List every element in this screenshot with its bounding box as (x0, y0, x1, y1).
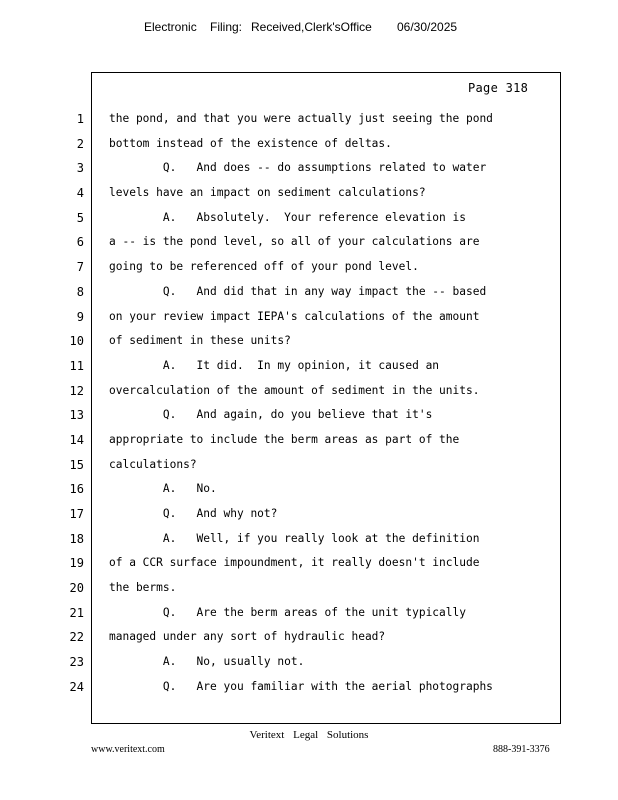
transcript-line: A. No. (109, 482, 217, 496)
transcript-line: Q. Are you familiar with the aerial photographs (109, 679, 493, 693)
footer-website: www.veritext.com (91, 744, 165, 755)
transcript-line: Q. And does -- do assumptions related to water (109, 161, 487, 175)
transcript-line: A. No, usually not. (109, 655, 305, 669)
transcript-line: A. It did. In my opinion, it caused an (109, 358, 440, 372)
line-number: 21 (69, 605, 84, 620)
line-number: 12 (69, 383, 84, 398)
filing-header-filing: Filing: (210, 20, 243, 34)
line-number: 23 (69, 655, 84, 670)
transcript-text (109, 110, 549, 703)
page-number: Page 318 (468, 81, 529, 95)
line-number: 24 (69, 679, 84, 694)
transcript-line: of sediment in these units? (109, 334, 291, 348)
transcript-line: managed under any sort of hydraulic head? (109, 630, 386, 644)
line-number: 9 (76, 309, 84, 324)
line-number-column (58, 110, 84, 703)
filing-header-received: Received,Clerk'sOffice (251, 20, 372, 34)
transcript-line: appropriate to include the berm areas as part of the (109, 432, 460, 446)
line-number: 7 (76, 260, 84, 275)
transcript-line: the pond, and that you were actually just seeing the pond (109, 112, 493, 125)
transcript-line: on your review impact IEPA's calculations of the amount (109, 309, 480, 323)
line-number: 1 (76, 112, 84, 126)
filing-header-electronic: Electronic (144, 20, 197, 34)
footer-phone: 888-391-3376 (493, 744, 550, 755)
line-number: 2 (76, 136, 84, 151)
line-number: 18 (69, 531, 84, 546)
transcript-line: a -- is the pond level, so all of your calculations are (109, 235, 480, 249)
line-number: 13 (69, 408, 84, 423)
filing-header-date: 06/30/2025 (397, 20, 458, 34)
line-number: 17 (69, 507, 84, 521)
filing-header (0, 20, 618, 36)
transcript-line: Q. And why not? (109, 507, 278, 520)
line-number: 19 (69, 556, 84, 571)
line-number: 5 (76, 210, 84, 225)
line-number: 10 (69, 334, 84, 349)
line-number: 16 (69, 482, 84, 497)
transcript-line: A. Absolutely. Your reference elevation is (109, 210, 466, 224)
transcript-line: Q. Are the berm areas of the unit typically (109, 605, 466, 619)
transcript-line: the berms. (109, 581, 177, 595)
line-number: 15 (69, 457, 84, 472)
line-number: 6 (76, 235, 84, 250)
line-number: 14 (69, 432, 84, 447)
transcript-line: bottom instead of the existence of deltas. (109, 136, 392, 150)
transcript-line: Q. And did that in any way impact the -- based (109, 284, 487, 298)
line-number: 22 (69, 630, 84, 645)
line-number: 11 (69, 358, 84, 373)
transcript-line: of a CCR surface impoundment, it really doesn't include (109, 556, 480, 570)
line-number: 3 (76, 161, 84, 176)
transcript-line: Q. And again, do you believe that it's (109, 408, 433, 422)
transcript-line: calculations? (109, 457, 197, 471)
transcript-line: overcalculation of the amount of sediment in the units. (109, 383, 480, 397)
transcript-line: A. Well, if you really look at the definition (109, 531, 480, 545)
line-number: 8 (76, 284, 84, 299)
transcript-line: going to be referenced off of your pond level. (109, 260, 419, 274)
line-number: 20 (69, 581, 84, 596)
line-number: 4 (76, 186, 84, 201)
footer-company: Veritext Legal Solutions (249, 729, 369, 741)
transcript-line: levels have an impact on sediment calculations? (109, 186, 426, 200)
